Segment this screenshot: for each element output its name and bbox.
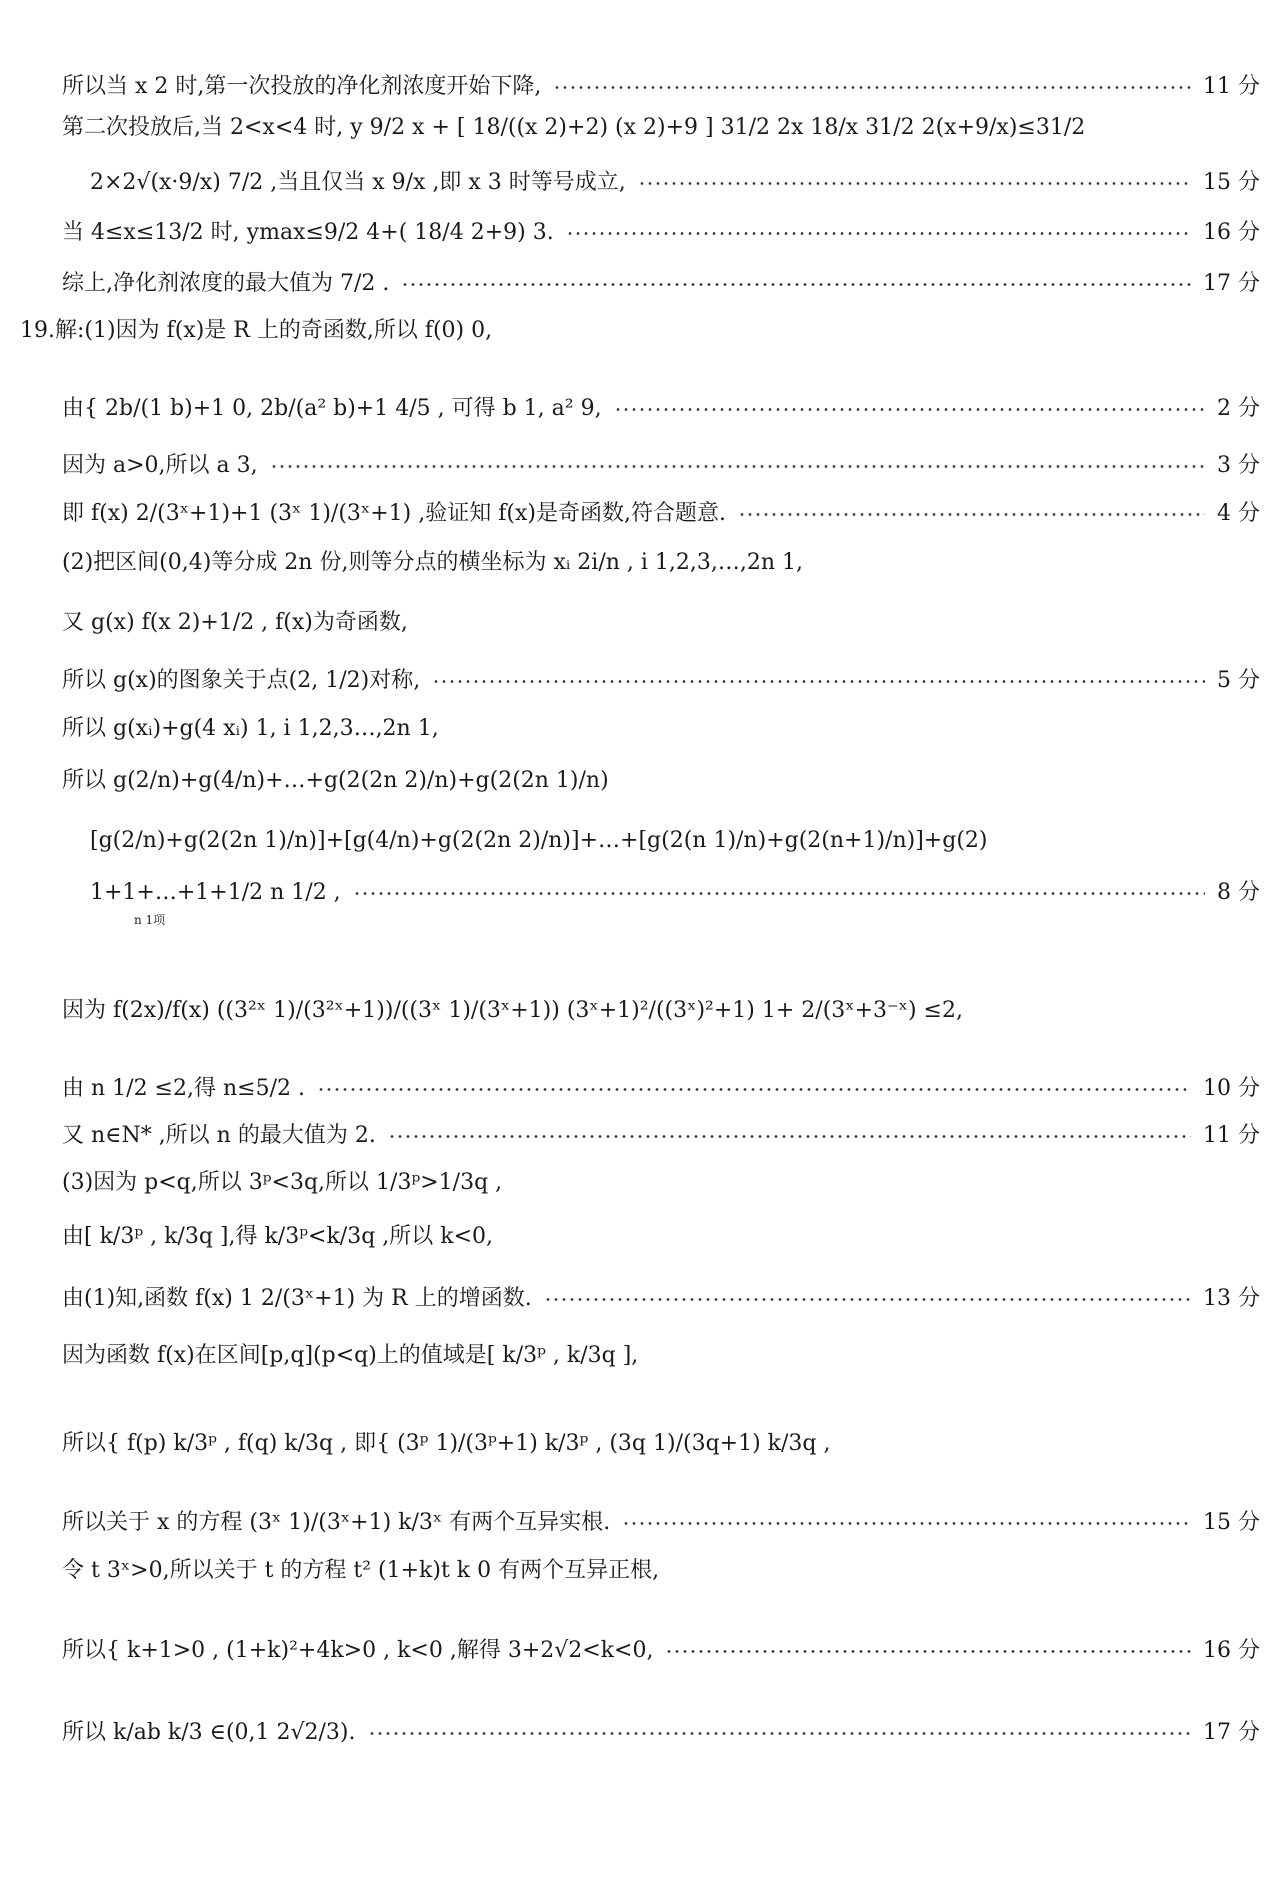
- solution-line: [62, 1000, 1260, 1022]
- line-text: 令 t 3ˣ>0,所以关于 t 的方程 t² (1+k)t k 0 有两个互异正根,: [62, 1558, 660, 1583]
- dot-leader: [353, 892, 1205, 895]
- solution-line: [62, 1512, 1260, 1534]
- solution-line: [62, 1172, 1260, 1194]
- line-text: 当 4≤x≤13/2 时, ymax≤9/2 4+( 18/4 2+9) 3.: [62, 220, 554, 245]
- line-text: 因为函数 f(x)在区间[p,q](p<q)上的值域是[ k/3ᵖ , k/3q ],: [62, 1343, 639, 1368]
- line-text: n 1项: [134, 913, 166, 927]
- solution-line: [62, 76, 1260, 98]
- score-label: 16 分: [1203, 220, 1260, 245]
- line-text: 由(1)知,函数 f(x) 1 2/(3ˣ+1) 为 R 上的增函数.: [62, 1286, 532, 1311]
- line-text: 所以 g(2/n)+g(4/n)+…+g(2(2n 2)/n)+g(2(2n 1)/n): [62, 768, 609, 793]
- solution-line: [62, 503, 1260, 525]
- solution-line: [62, 1078, 1260, 1100]
- dot-leader: [388, 1135, 1191, 1138]
- line-text: 又 n∈N* ,所以 n 的最大值为 2.: [62, 1123, 376, 1148]
- score-label: 15 分: [1203, 170, 1260, 195]
- score-label: 16 分: [1203, 1638, 1260, 1663]
- score-label: 3 分: [1217, 453, 1260, 478]
- solution-line: [62, 670, 1260, 692]
- line-text: 所以{ k+1>0 , (1+k)²+4k>0 , k<0 ,解得 3+2√2<k<0,: [62, 1638, 654, 1663]
- solution-line: [62, 1226, 1260, 1248]
- solution-line: [62, 1345, 1260, 1367]
- solution-line: [62, 222, 1260, 244]
- line-text: 综上,净化剂浓度的最大值为 7/2 .: [62, 271, 390, 296]
- dot-leader: [270, 465, 1205, 468]
- solution-line: [62, 1288, 1260, 1310]
- solution-line: [62, 770, 1260, 792]
- dot-leader: [638, 182, 1191, 185]
- solution-line: [62, 1560, 1260, 1582]
- line-text: (3)因为 p<q,所以 3ᵖ<3q,所以 1/3ᵖ>1/3q ,: [62, 1170, 503, 1195]
- score-label: 17 分: [1203, 1720, 1260, 1745]
- score-label: 11 分: [1203, 1123, 1260, 1148]
- line-text: 因为 a>0,所以 a 3,: [62, 453, 258, 478]
- dot-leader: [566, 232, 1191, 235]
- solution-line: [62, 552, 1260, 574]
- line-text: 所以当 x 2 时,第一次投放的净化剂浓度开始下降,: [62, 74, 542, 99]
- score-label: 4 分: [1217, 501, 1260, 526]
- problem-19-heading: [20, 320, 1260, 342]
- dot-leader: [368, 1732, 1191, 1735]
- line-text: 由 n 1/2 ≤2,得 n≤5/2 .: [62, 1076, 305, 1101]
- underbrace-label: [134, 914, 1260, 926]
- score-label: 15 分: [1203, 1510, 1260, 1535]
- line-text: 因为 f(2x)/f(x) ((3²ˣ 1)/(3²ˣ+1))/((3ˣ 1)/(3ˣ+1)) (3ˣ+1)²/((3ˣ)²+1) 1+ 2/(3ˣ+3⁻ˣ) ≤2,: [62, 998, 963, 1023]
- line-text: 第二次投放后,当 2<x<4 时, y 9/2 x + [ 18/((x 2)+2) (x 2)+9 ] 31/2 2x 18/x 31/2 2(x+9/x)≤31/2: [62, 115, 1086, 140]
- dot-leader: [738, 513, 1205, 516]
- line-text: (2)把区间(0,4)等分成 2n 份,则等分点的横坐标为 xᵢ 2i/n , i 1,2,3,…,2n 1,: [62, 550, 804, 575]
- line-text: 所以关于 x 的方程 (3ˣ 1)/(3ˣ+1) k/3ˣ 有两个互异实根.: [62, 1510, 611, 1535]
- dot-leader: [614, 408, 1205, 411]
- score-label: 13 分: [1203, 1286, 1260, 1311]
- score-label: 5 分: [1217, 668, 1260, 693]
- dot-leader: [317, 1088, 1191, 1091]
- dot-leader: [665, 1650, 1191, 1653]
- solution-line: [62, 1640, 1260, 1662]
- solution-line: [90, 830, 1260, 852]
- dot-leader: [544, 1298, 1191, 1301]
- line-text: 由[ k/3ᵖ , k/3q ],得 k/3ᵖ<k/3q ,所以 k<0,: [62, 1224, 494, 1249]
- dot-leader: [553, 86, 1191, 89]
- solution-line: [62, 117, 1260, 139]
- solution-line: [62, 612, 1260, 634]
- dot-leader: [622, 1522, 1191, 1525]
- solution-line: [62, 1722, 1260, 1744]
- solution-line: [62, 455, 1260, 477]
- solution-line: [62, 718, 1260, 740]
- solution-line: [62, 1125, 1260, 1147]
- solution-line: [62, 398, 1260, 420]
- solution-line: [62, 273, 1260, 295]
- solution-line: [90, 882, 1260, 904]
- score-label: 17 分: [1203, 271, 1260, 296]
- solution-line: [62, 1433, 1260, 1455]
- line-text: 又 g(x) f(x 2)+1/2 , f(x)为奇函数,: [62, 610, 408, 635]
- line-text: 所以 g(x)的图象关于点(2, 1/2)对称,: [62, 668, 421, 693]
- line-text: 即 f(x) 2/(3ˣ+1)+1 (3ˣ 1)/(3ˣ+1) ,验证知 f(x)是奇函数,符合题意.: [62, 501, 726, 526]
- dot-leader: [432, 680, 1205, 683]
- solution-line: [90, 172, 1260, 194]
- line-text: 19.解:(1)因为 f(x)是 R 上的奇函数,所以 f(0) 0,: [20, 318, 493, 343]
- line-text: 所以 g(xᵢ)+g(4 xᵢ) 1, i 1,2,3…,2n 1,: [62, 716, 439, 741]
- line-text: 2×2√(x·9/x) 7/2 ,当且仅当 x 9/x ,即 x 3 时等号成立,: [90, 170, 626, 195]
- score-label: 8 分: [1217, 880, 1260, 905]
- line-text: [g(2/n)+g(2(2n 1)/n)]+[g(4/n)+g(2(2n 2)/n)]+…+[g(2(n 1)/n)+g(2(n+1)/n)]+g(2): [90, 828, 988, 853]
- line-text: 由{ 2b/(1 b)+1 0, 2b/(a² b)+1 4/5 , 可得 b 1, a² 9,: [62, 396, 602, 421]
- line-text: 所以 k/ab k/3 ∈(0,1 2√2/3).: [62, 1720, 356, 1745]
- score-label: 10 分: [1203, 1076, 1260, 1101]
- dot-leader: [401, 283, 1191, 286]
- score-label: 2 分: [1217, 396, 1260, 421]
- line-text: 所以{ f(p) k/3ᵖ , f(q) k/3q , 即{ (3ᵖ 1)/(3ᵖ+1) k/3ᵖ , (3q 1)/(3q+1) k/3q ,: [62, 1431, 831, 1456]
- score-label: 11 分: [1203, 74, 1260, 99]
- line-text: 1+1+…+1+1/2 n 1/2 ,: [90, 880, 341, 905]
